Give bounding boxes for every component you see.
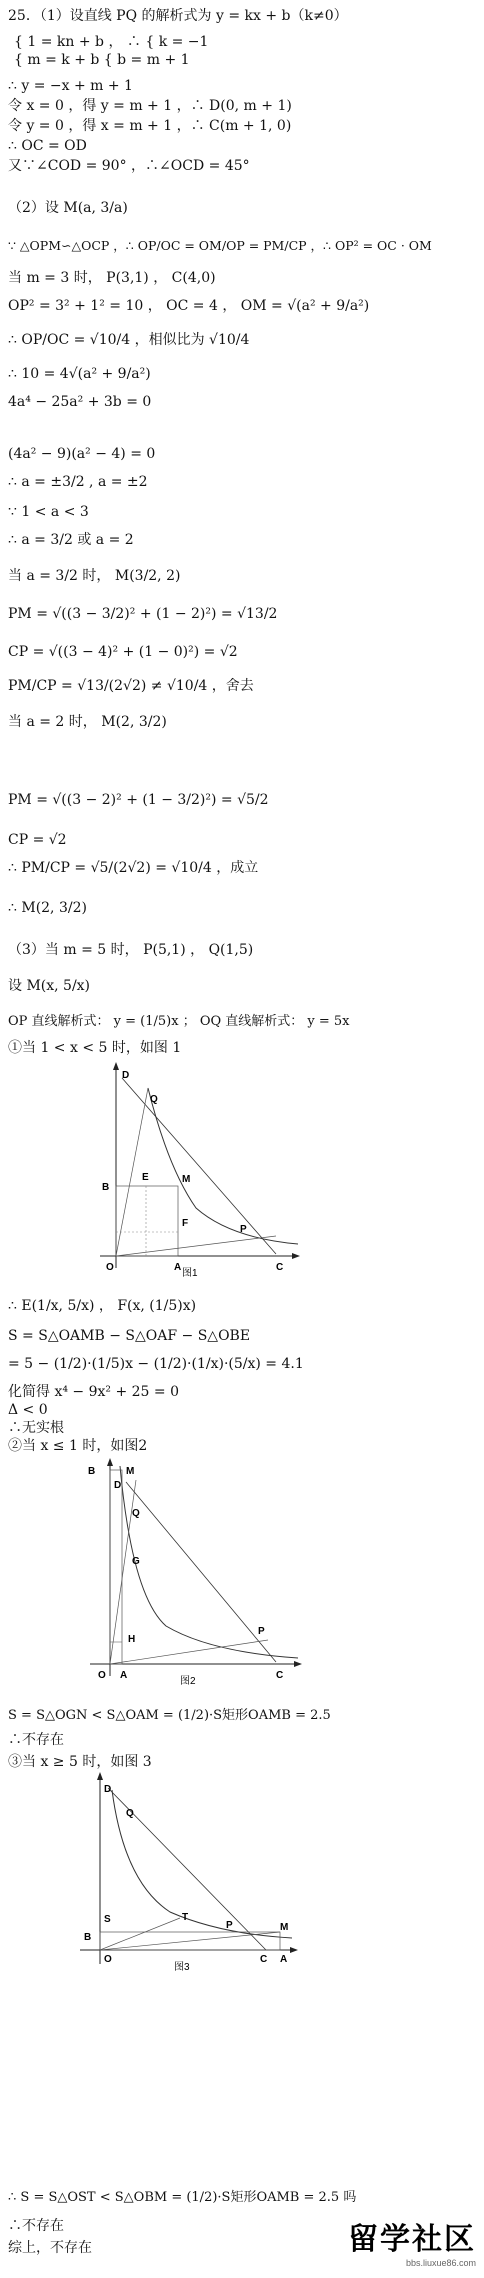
label-D: D <box>122 1070 130 1081</box>
label-C: C <box>260 1954 268 1965</box>
label-S: S <box>104 1914 111 1925</box>
system-line-1: { 1 = kn + b ， ∴ { k = −1 <box>14 34 209 50</box>
label-D: D <box>104 1784 112 1795</box>
label-T: T <box>182 1912 189 1923</box>
equation-line: S = S△OAMB − S△OAF − S△OBE <box>8 1328 251 1344</box>
label-G: G <box>132 1556 140 1567</box>
equation-line: Δ < 0 <box>8 1402 48 1418</box>
case-3-header: ③当 x ≥ 5 时，如图 3 <box>8 1754 152 1770</box>
equation-line: ∴ OP/OC = √10/4 ，相似比为 √10/4 <box>8 332 250 348</box>
equation-line: ∴ E(1/x, 5/x) ， F(x, (1/5)x) <box>8 1298 197 1314</box>
figure-3-graph <box>60 1772 310 1972</box>
equation-line: ∴无实根 <box>8 1420 64 1436</box>
label-O: O <box>98 1670 106 1681</box>
label-D: D <box>114 1480 122 1491</box>
equation-line: PM = √((3 − 2)² + (1 − 3/2)²) = √5/2 <box>8 792 269 808</box>
conclusion-line: 综上，不存在 <box>8 2240 92 2256</box>
equation-line: ∴不存在 <box>8 1732 64 1748</box>
equation-line: 设 M(x, 5/x) <box>8 978 91 994</box>
equation-line: ∴ a = ±3/2 , a = ±2 <box>8 474 148 490</box>
equation-line: OP² = 3² + 1² = 10 ， OC = 4 ， OM = √(a² + 9/a²) <box>8 298 370 314</box>
equation-line: ∴ PM/CP = √5/(2√2) = √10/4 ，成立 <box>8 860 259 876</box>
equation-line: OP 直线解析式： y = (1/5)x ； OQ 直线解析式： y = 5x <box>8 1014 350 1029</box>
equation-line: ∴ 10 = 4√(a² + 9/a²) <box>8 366 151 382</box>
equation-line: 令 x = 0 ，得 y = m + 1 ，∴ D(0, m + 1) <box>8 98 292 114</box>
label-Q: Q <box>126 1808 134 1819</box>
equation-line: ∴ a = 3/2 或 a = 2 <box>8 532 134 548</box>
equation-line: CP = √((3 − 4)² + (1 − 0)²) = √2 <box>8 644 238 660</box>
label-C: C <box>276 1262 284 1273</box>
subproblem-2-header: （2）设 M(a, 3/a) <box>8 200 128 216</box>
figure-2-caption: 图2 <box>180 1676 196 1686</box>
equation-line: 当 a = 2 时， M(2, 3/2) <box>8 714 167 730</box>
figure-3-caption: 图3 <box>174 1962 190 1972</box>
figure-2-graph <box>70 1456 310 1686</box>
label-Q: Q <box>150 1094 158 1105</box>
label-F: F <box>182 1218 189 1229</box>
label-B: B <box>102 1182 110 1193</box>
figure-1-caption: 图1 <box>182 1268 198 1278</box>
equation-line: ∴ S = S△OST < S△OBM = (1/2)·S矩形OAMB = 2.5 吗 <box>8 2190 357 2205</box>
label-O: O <box>106 1262 114 1273</box>
label-O: O <box>104 1954 112 1965</box>
equation-line: 当 m = 3 时， P(3,1) ， C(4,0) <box>8 270 216 286</box>
label-P: P <box>258 1626 265 1637</box>
watermark-text: 留学社区 <box>348 2223 476 2256</box>
label-H: H <box>128 1634 136 1645</box>
label-A: A <box>120 1670 128 1681</box>
figure-3 <box>60 1772 310 1972</box>
equation-line: CP = √2 <box>8 832 67 848</box>
equation-line: 令 y = 0 ，得 x = m + 1 ，∴ C(m + 1, 0) <box>8 118 292 134</box>
equation-line: PM/CP = √13/(2√2) ≠ √10/4 ，舍去 <box>8 678 254 694</box>
label-E: E <box>142 1172 149 1183</box>
problem-header: 25．（1）设直线 PQ 的解析式为 y = kx + b（k≠0） <box>8 8 348 24</box>
label-P: P <box>226 1920 233 1931</box>
label-B: B <box>88 1466 96 1477</box>
equation-line: = 5 − (1/2)·(1/5)x − (1/2)·(1/x)·(5/x) = 4.1 <box>8 1356 304 1372</box>
equation-line: 又∵∠COD = 90° ，∴∠OCD = 45° <box>8 158 250 174</box>
label-M: M <box>126 1466 135 1477</box>
figure-1-graph <box>70 1058 310 1278</box>
equation-line: ∴ OC = OD <box>8 138 87 154</box>
equation-line: 当 a = 3/2 时， M(3/2, 2) <box>8 568 181 584</box>
label-P: P <box>240 1224 247 1235</box>
label-B: B <box>84 1932 92 1943</box>
system-line-2: { m = k + b { b = m + 1 <box>14 52 190 68</box>
label-A: A <box>174 1262 182 1273</box>
label-M: M <box>182 1174 191 1185</box>
subproblem-3-header: （3）当 m = 5 时， P(5,1) ， Q(1,5) <box>8 942 254 958</box>
equation-line: ∴ M(2, 3/2) <box>8 900 87 916</box>
label-C: C <box>276 1670 284 1681</box>
figure-1 <box>70 1058 310 1278</box>
equation-line: ∵ 1 < a < 3 <box>8 504 89 520</box>
case-1-header: ①当 1 < x < 5 时，如图 1 <box>8 1040 182 1056</box>
equation-line: PM = √((3 − 3/2)² + (1 − 2)²) = √13/2 <box>8 606 278 622</box>
equation-line: 化简得 x⁴ − 9x² + 25 = 0 <box>8 1384 179 1400</box>
label-A: A <box>280 1954 288 1965</box>
case-2-header: ②当 x ≤ 1 时，如图2 <box>8 1438 148 1454</box>
figure-2 <box>70 1456 310 1686</box>
label-Q: Q <box>132 1508 140 1519</box>
equation-line: ∴不存在 <box>8 2218 64 2234</box>
equation-line: 4a⁴ − 25a² + 3b = 0 <box>8 394 152 410</box>
watermark-logo <box>348 2214 476 2268</box>
equation-line: S = S△OGN < S△OAM = (1/2)·S矩形OAMB = 2.5 <box>8 1708 331 1723</box>
watermark-url: bbs.liuxue86.com <box>405 2258 476 2268</box>
equation-line: ∵ △OPM∽△OCP ，∴ OP/OC = OM/OP = PM/CP ，∴ OP² = OC · OM <box>8 238 432 253</box>
label-M: M <box>280 1922 289 1933</box>
equation-line: ∴ y = −x + m + 1 <box>8 78 133 94</box>
equation-line: (4a² − 9)(a² − 4) = 0 <box>8 446 156 462</box>
